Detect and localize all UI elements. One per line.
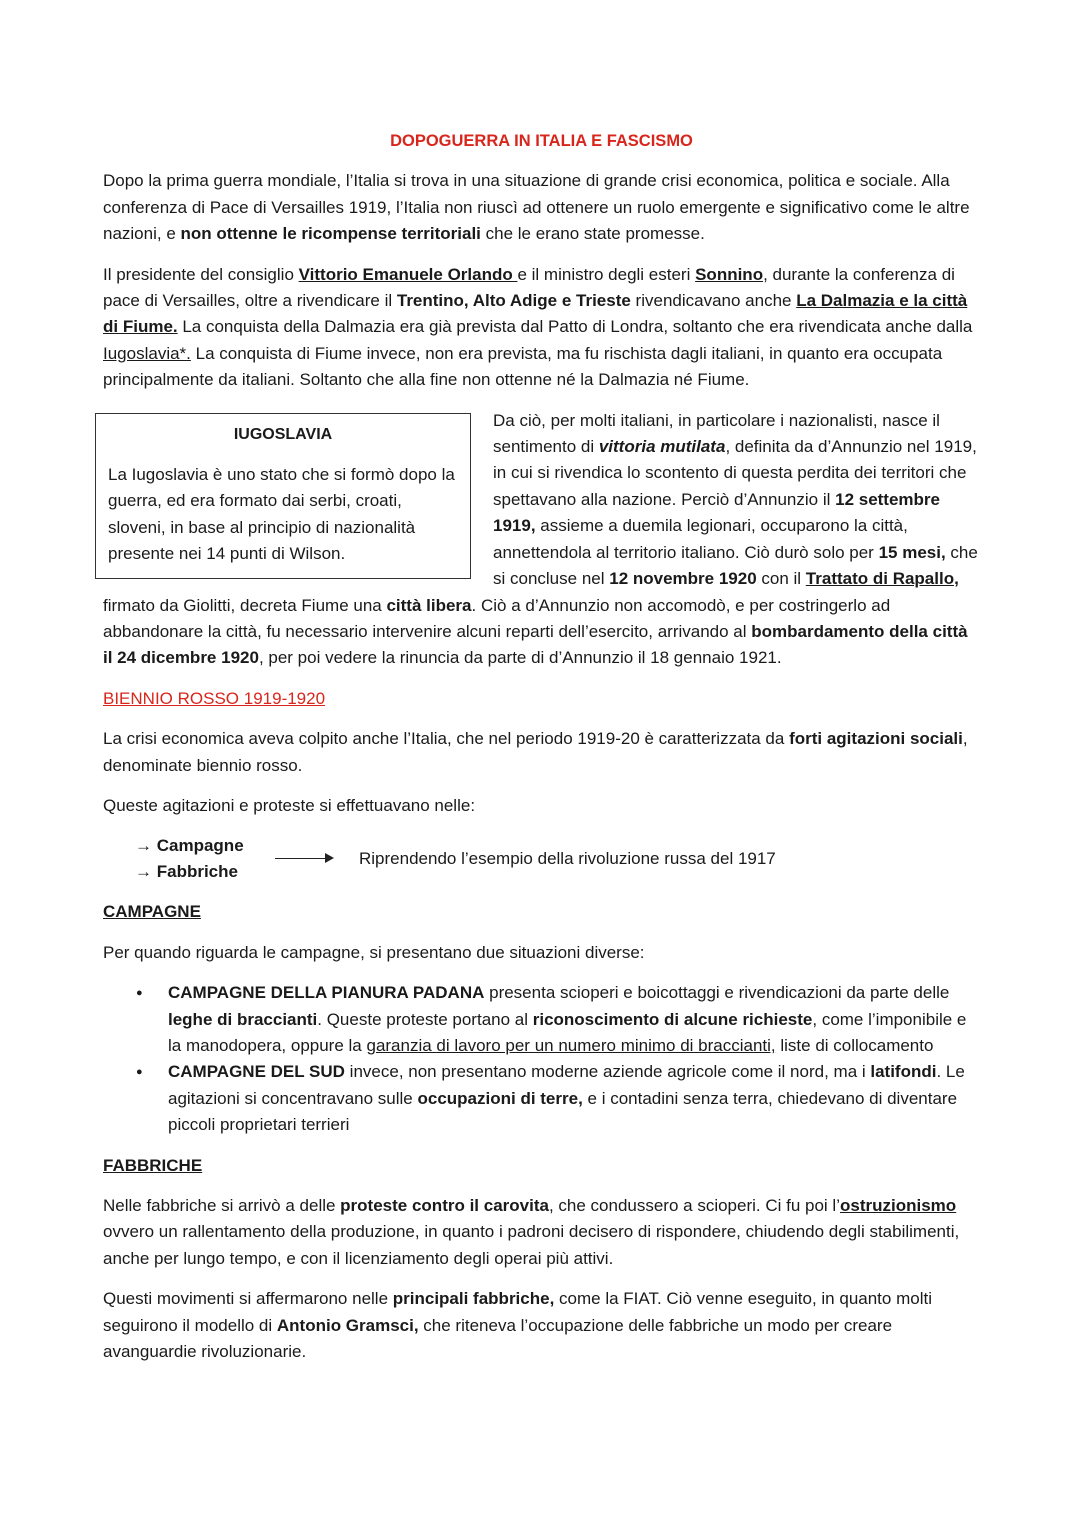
iugoslavia-box: [95, 413, 471, 579]
bold-text: riconoscimento di alcune richieste: [532, 1009, 813, 1029]
fabbriche-paragraph: [103, 1193, 980, 1272]
text: liste di collocamento: [775, 1035, 934, 1055]
text: che riteneva l’occupazione delle fabbriche un modo per creare avanguardie rivoluzionarie.: [103, 1315, 893, 1362]
text: invece, non presentano moderne aziende agricole come il nord, ma i: [344, 1062, 871, 1082]
orlando-name: Vittorio Emanuele Orlando: [298, 264, 518, 284]
text: Il presidente del consiglio: [103, 264, 299, 284]
box-text: La Iugoslavia è uno stato che si formò dopo la guerra, ed era formato dai serbi, croati, sloveni, in base al principio di nazionalità presente nei 14 punti di Wilson.: [108, 465, 455, 564]
text: , denominate biennio rosso.: [103, 729, 968, 775]
text: , che condussero a scioperi. Ci fu poi l’: [548, 1196, 840, 1215]
list-item: [135, 833, 244, 859]
list-item-label: Fabbriche: [156, 862, 238, 882]
gramsci-paragraph: [103, 1286, 980, 1365]
text: che si concluse nel: [493, 542, 978, 589]
biennio-paragraph: [103, 726, 980, 779]
text: La crisi economica aveva colpito anche l’Italia, che nel periodo 1919-20 è caratterizzata da: [103, 729, 790, 749]
text: Nelle fabbriche si arrivò a delle: [103, 1196, 341, 1215]
vittoria-mutilata: vittoria mutilata: [598, 437, 726, 457]
text: con il: [756, 569, 806, 589]
bold-text: latifondi: [870, 1062, 937, 1082]
text: . Queste proteste portano al: [317, 1009, 533, 1029]
list-item: [103, 1059, 980, 1138]
bold-text: 15 mesi,: [878, 542, 946, 562]
long-arrow-icon: [275, 858, 327, 859]
intro-paragraph: [103, 168, 980, 247]
underlined-text: garanzia di lavoro per un numero minimo di braccianti,: [366, 1035, 776, 1055]
text: ovvero un rallentamento della produzione, in quanto i padroni decisero di rispondere, chiudendo degli stabilimenti, anche per lungo tempo, e con il licenziamento degli operai più attivi.: [103, 1222, 960, 1268]
document-page: [103, 128, 980, 1379]
text: Questi movimenti si affermarono nelle: [103, 1289, 393, 1309]
bold-text: 12 novembre 1920: [609, 569, 757, 589]
bold-text: occupazioni di terre,: [417, 1088, 583, 1108]
text: Da ciò, per molti italiani, in particolare i nazionalisti, nasce il sentimento di: [493, 410, 940, 457]
text: . Le agitazioni si concentravano sulle: [168, 1062, 965, 1108]
bold-text: proteste contro il carovita: [340, 1196, 549, 1215]
ostruzionismo-term: ostruzionismo: [840, 1196, 957, 1215]
text: La conquista di Fiume invece, non era prevista, ma fu rischista dagli italiani, in quanto era occupata principalmente da italiani. Soltanto che alla fine non ottenne né la Dalmazia né Fiume.: [103, 343, 943, 390]
campagne-heading: CAMPAGNE: [103, 902, 201, 922]
list-item: [135, 859, 244, 885]
sonnino-name: Sonnino: [695, 264, 764, 284]
text: , durante la conferenza di pace di Versailles, oltre a rivendicare il: [103, 264, 955, 311]
iugoslavia-ref: Iugoslavia*.: [103, 343, 191, 363]
places-list: [103, 833, 980, 885]
versailles-paragraph: [103, 262, 980, 394]
bold-text: bombardamento della città il 24 dicembre 1920: [103, 621, 968, 668]
arrow-head-icon: [325, 853, 334, 863]
campagne-list: [103, 980, 980, 1138]
page-title: DOPOGUERRA IN ITALIA E FASCISMO: [390, 132, 693, 150]
text: presenta scioperi e boicottaggi e rivendicazioni da parte delle: [484, 983, 950, 1003]
list-item: [103, 980, 980, 1059]
bold-text: 12 settembre 1919,: [493, 489, 940, 536]
rapallo-treaty: Trattato di Rapallo,: [805, 569, 959, 589]
biennio-heading: BIENNIO ROSSO 1919-1920: [103, 688, 326, 708]
text: che le erano state promesse.: [480, 224, 705, 244]
box-title: IUGOSLAVIA: [233, 425, 333, 443]
list-item-label: Campagne: [156, 836, 244, 856]
text: come la FIAT. Ciò venne eseguito, in quanto molti seguirono il modello di: [103, 1289, 932, 1335]
text: e i contadini senza terra, chiedevano di diventare piccoli proprietari terrieri: [168, 1088, 958, 1135]
arrow-right-icon: →: [135, 862, 152, 882]
campagne-intro: Per quando riguarda le campagne, si presentano due situazioni diverse:: [103, 942, 645, 962]
text: Dopo la prima guerra mondiale, l’Italia si trova in una situazione di grande crisi economica, politica e sociale. Alla conferenza di Pace di Versailles 1919, l’Italia non riuscì ad ottenere un ruolo emergente e significativo come le altre nazioni, e: [103, 171, 970, 244]
text: assieme a duemila legionari, occuparono la città, annettendola al territorio italiano. Ciò durò solo per: [493, 516, 908, 562]
text: , per poi vedere la rinuncia da parte di d’Annunzio il 18 gennaio 1921.: [258, 648, 782, 668]
text: , definita da d’Annunzio nel 1919, in cui si rivendica lo scontento di questa perdita dei territori che spettavano alla nazione. Perciò d’Annunzio il: [493, 437, 977, 509]
agitazioni-intro: Queste agitazioni e proteste si effettuavano nelle:: [103, 795, 476, 815]
bold-text: CAMPAGNE DEL SUD: [168, 1062, 345, 1082]
bold-text: Antonio Gramsci,: [276, 1315, 419, 1335]
arrow-note: Riprendendo l’esempio della rivoluzione russa del 1917: [359, 849, 776, 869]
text: rivendicavano anche: [630, 291, 797, 311]
dalmazia-fiume: La Dalmazia e la città di Fiume.: [103, 291, 968, 337]
text: . Ciò a d’Annunzio non accomodò, e per costringerlo ad abbandonare la città, fu necessario intervenire alcuni reparti dell’esercito, arrivando al: [103, 595, 891, 641]
fabbriche-heading: FABBRICHE: [103, 1155, 203, 1175]
text: e il ministro degli esteri: [517, 264, 696, 284]
arrow-list: [135, 833, 244, 885]
bold-text: forti agitazioni sociali: [789, 729, 963, 749]
arrow-right-icon: →: [135, 836, 152, 856]
text: La conquista della Dalmazia era già prevista dal Patto di Londra, soltanto che era rivendicata anche dalla: [177, 317, 973, 337]
bold-text: CAMPAGNE DELLA PIANURA PADANA: [168, 983, 485, 1003]
text: firmato da Giolitti, decreta Fiume una: [103, 595, 387, 615]
bold-text: Trentino, Alto Adige e Trieste: [396, 291, 631, 311]
bold-text: non ottenne le ricompense territoriali: [180, 224, 481, 244]
bold-text: principali fabbriche,: [392, 1289, 555, 1309]
bold-text: leghe di braccianti: [168, 1009, 318, 1029]
text: , come l’imponibile e la manodopera, oppure la: [168, 1009, 967, 1055]
bold-text: città libera: [386, 595, 472, 615]
